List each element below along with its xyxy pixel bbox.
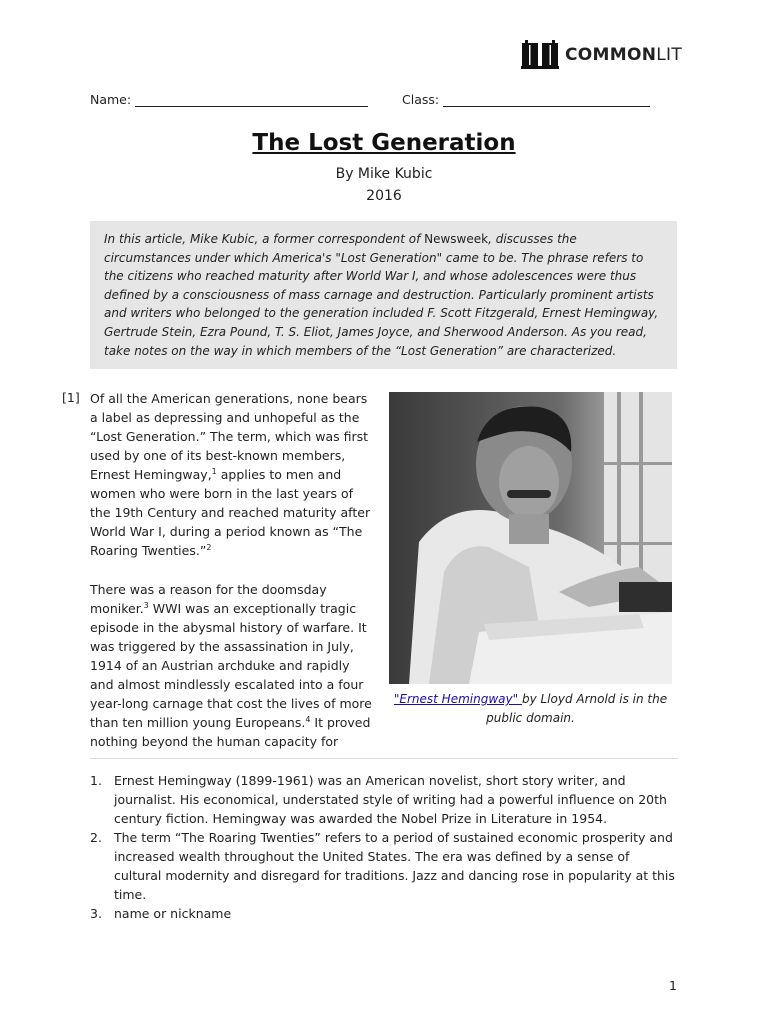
footnote-ref-3[interactable]: 3 xyxy=(143,600,149,610)
document-title: The Lost Generation xyxy=(252,130,516,156)
intro-box: In this article, Mike Kubic, a former correspondent of Newsweek, discusses the circumstances under which America's "Lost Generation" came to be. The phrase refers to the citizens who reached maturity after World War I, and whose adolescences were thus defined by a consciousness of mass carnage and destruction. Particularly prominent artists and writers who belonged to the generation included F. Scott Fitzgerald, Ernest Hemingway, Gertrude Stein, Ezra Pound, T. S. Eliot, James Joyce, and Sherwood Anderson. As you read, take notes on the way in which members of the “Lost Generation” are characterized. xyxy=(90,221,677,369)
footnote-ref-1[interactable]: 1 xyxy=(211,466,217,476)
paragraph-number: [1] xyxy=(62,390,80,405)
publication-year: 2016 xyxy=(366,188,402,204)
footnotes-list xyxy=(90,771,680,923)
byline: By Mike Kubic xyxy=(335,166,433,182)
class-label: Class: xyxy=(402,92,440,107)
open-book-icon xyxy=(521,40,559,70)
footnote-ref-2[interactable]: 2 xyxy=(206,542,212,552)
footnote-divider xyxy=(90,758,678,759)
class-input-line[interactable] xyxy=(443,92,650,107)
footnote-ref-4[interactable]: 4 xyxy=(305,714,311,724)
footnote-1: 1. Ernest Hemingway (1899-1961) was an American novelist, short story writer, and journalist. His economical, understated style of writing had a powerful influence on 20th century fiction. Hemingway was awarded the Nobel Prize in Literature in 1954. xyxy=(90,773,667,826)
name-field xyxy=(90,92,368,107)
logo-text: COMMONLIT xyxy=(565,45,683,65)
paragraph-2: There was a reason for the doomsday moniker.$^3$ WWI was an exceptionally tragic episode in the abysmal history of warfare. It was triggered by the assassination in July, 1914 of an Austrian archduke and rapidly and almost mindlessly escalated into a four year-long carnage that cost the lives of more than ten million young Europeans.$^4$ It proved nothing beyond the human capacity for xyxy=(90,582,372,749)
photo-caption: "Ernest Hemingway" by Lloyd Arnold is in the public domain. xyxy=(393,692,668,725)
name-label: Name: xyxy=(90,92,132,107)
hemingway-photo xyxy=(389,392,672,684)
page-number: 1 xyxy=(669,978,677,993)
publication-name: Newsweek xyxy=(424,232,489,246)
commonlit-logo xyxy=(521,40,682,70)
footnote-3: 3. name or nickname xyxy=(90,906,232,921)
name-input-line[interactable] xyxy=(135,92,368,107)
photo-source-link[interactable]: "Ernest Hemingway" xyxy=(393,692,522,706)
paragraph-1: Of all the American generations, none bears a label as depressing and unhopeful as the “Lost Generation.” The term, which was first used by one of its best-known members, Ernest Hemingway,$^1$ applies to men and women who were born in the last years of the 19th Century and reached maturity after World War I, during a period known as “The Roaring Twenties.”$^2$ xyxy=(90,391,371,558)
class-field xyxy=(402,92,650,107)
footnote-2: 2. The term “The Roaring Twenties” refers to a period of sustained economic prosperity and increased wealth throughout the United States. The era was defined by a sense of cultural modernity and disregard for traditions. Jazz and dancing rose in popularity at this time. xyxy=(90,830,675,902)
